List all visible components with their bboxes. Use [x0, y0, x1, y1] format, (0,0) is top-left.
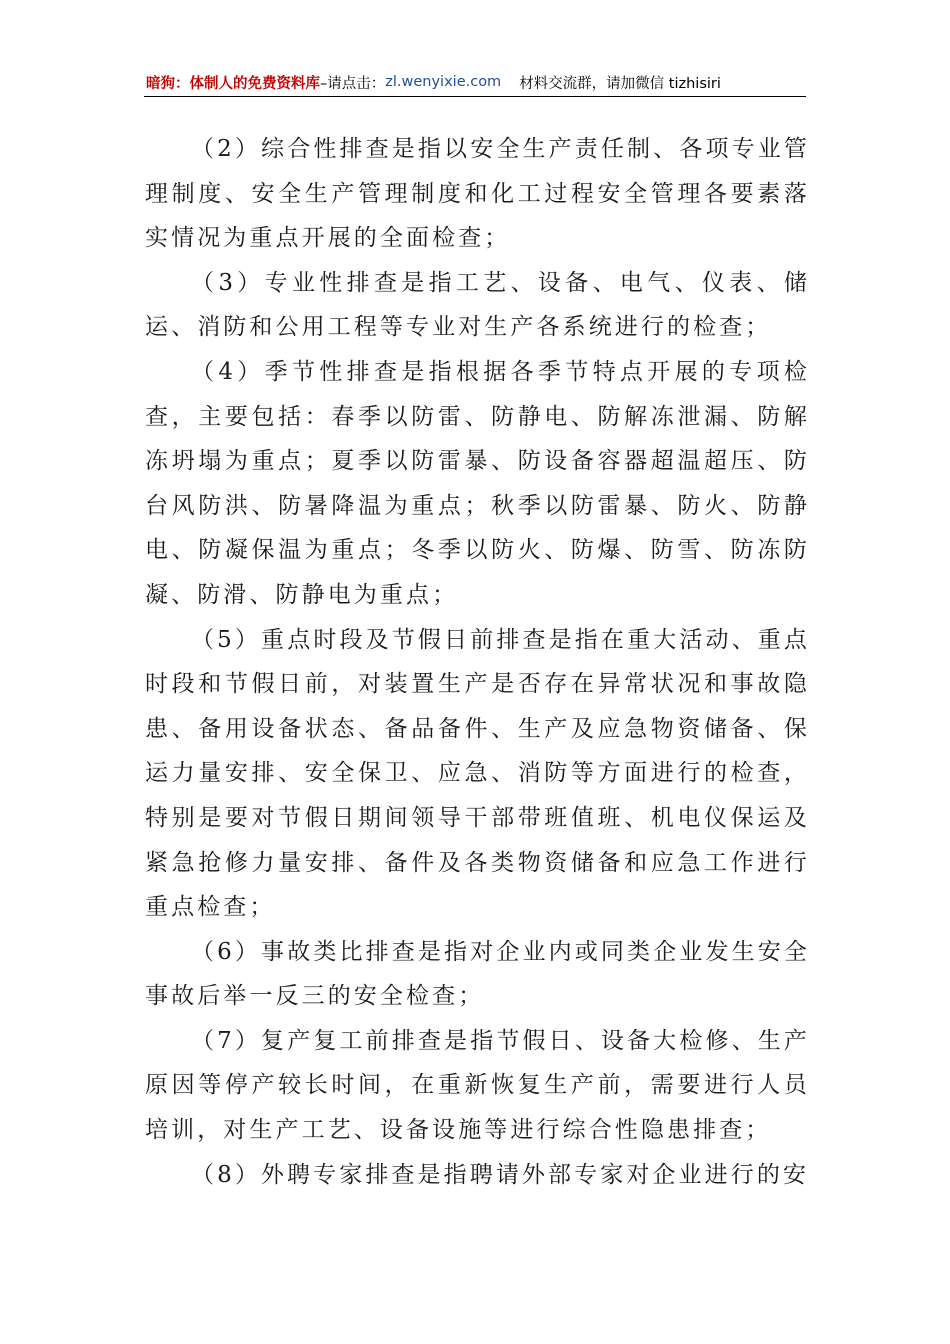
document-body: [145, 127, 810, 1197]
paragraph-2: （2）综合性排查是指以安全生产责任制、各项专业管理制度、安全生产管理制度和化工过程安全管理各要素落实情况为重点开展的全面检查；: [145, 136, 810, 252]
paragraph-5: （5）重点时段及节假日前排查是指在重大活动、重点时段和节假日前，对装置生产是否存在异常状况和事故隐患、备用设备状态、备品备件、生产及应急物资储备、保运力量安排、安全保卫、应急、消防等方面进行的检查，特别是要对节假日期间领导干部带班值班、机电仪保运及紧急抢修力量安排、备件及各类物资储备和应急工作进行重点检查；: [145, 626, 810, 921]
header-site-name: 暗狗：体制人的免费资料库: [146, 75, 320, 92]
header-divider: [144, 96, 806, 97]
header-url-link[interactable]: zl.wenyixie.com: [385, 74, 502, 90]
paragraph-6: （6）事故类比排查是指对企业内或同类企业发生安全事故后举一反三的安全检查；: [145, 938, 810, 1010]
page-header: [146, 70, 804, 94]
paragraph-3: （3）专业性排查是指工艺、设备、电气、仪表、储运、消防和公用工程等专业对生产各系统进行的检查；: [145, 269, 810, 341]
header-click-prompt: –请点击：: [320, 75, 386, 92]
header-group-info: 材料交流群，请加微信 tizhisiri: [519, 75, 721, 92]
paragraph-4: （4）季节性排查是指根据各季节特点开展的专项检查，主要包括：春季以防雷、防静电、防解冻泄漏、防解冻坍塌为重点；夏季以防雷暴、防设备容器超温超压、防台风防洪、防暑降温为重点；秋季以防雷暴、防火、防静电、防凝保温为重点；冬季以防火、防爆、防雪、防冻防凝、防滑、防静电为重点；: [145, 358, 810, 608]
paragraph-7: （7）复产复工前排查是指节假日、设备大检修、生产原因等停产较长时间，在重新恢复生产前，需要进行人员培训，对生产工艺、设备设施等进行综合性隐患排查；: [145, 1027, 810, 1144]
paragraph-8: （8）外聘专家排查是指聘请外部专家对企业进行的安: [191, 1161, 810, 1188]
